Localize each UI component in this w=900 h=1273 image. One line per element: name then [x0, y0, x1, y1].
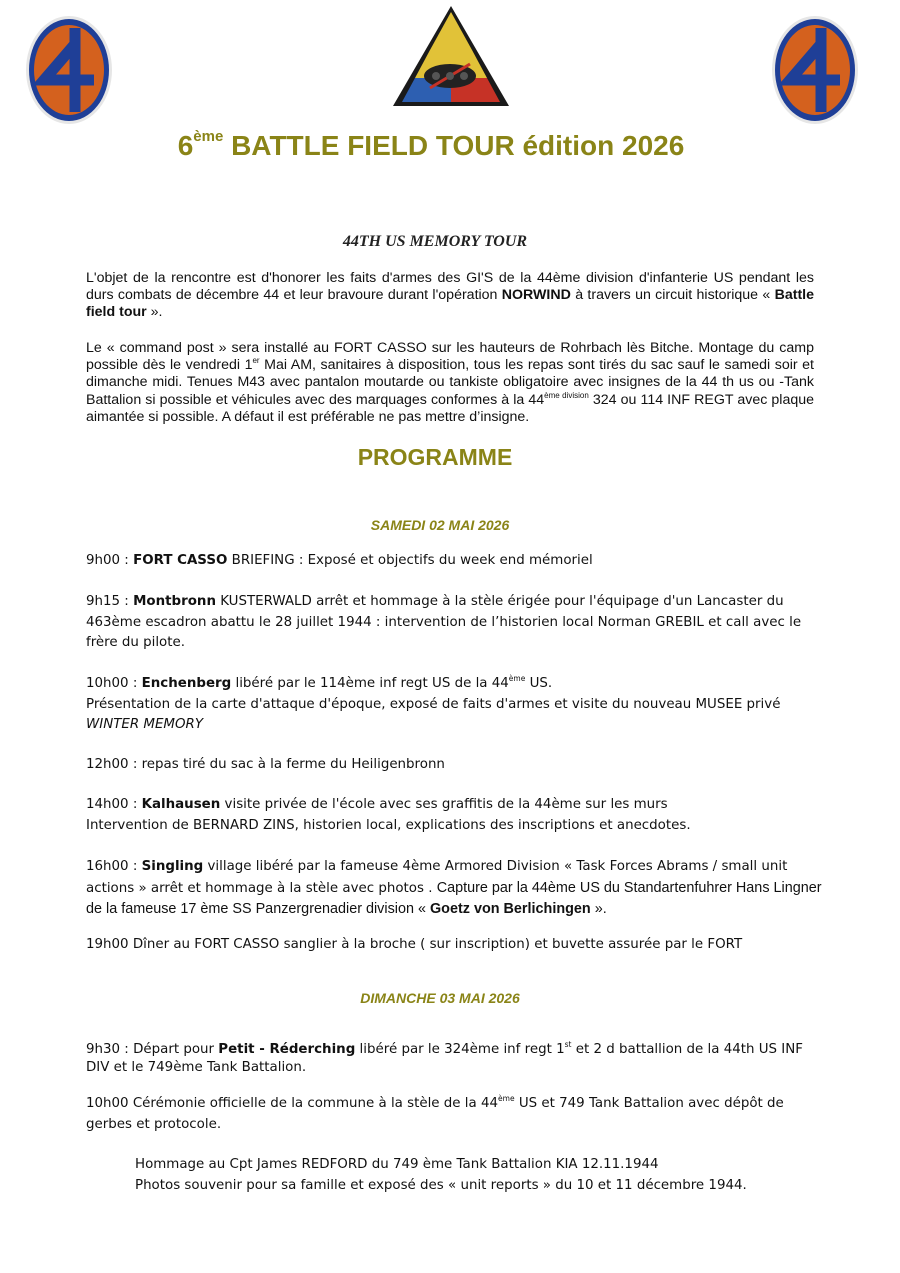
page-subtitle: 44TH US MEMORY TOUR: [342, 233, 528, 250]
event-item: 14h00 : Kalhausen visite privée de l'école avec ses graffitis de la 44ème sur les murs Intervention de BERNARD ZINS, historien local, explications des inscriptions et anecdotes.: [86, 797, 691, 833]
armored-division-patch-icon: [390, 4, 512, 108]
event-item: 16h00 : Singling village libéré par la fameuse 4ème Armored Division « Task Forces Abrams / small unit actions » arrêt et hommage à la stèle avec photos . Capture par la 44ème US du Standartenfuhrer Hans Lingner de la fameuse 17 ème SS Panzergrenadier division « Goetz von Berlichingen ».: [86, 859, 822, 917]
day-heading-sunday: DIMANCHE 03 MAI 2026: [360, 990, 520, 1006]
event-item: 19h00 Dîner au FORT CASSO sanglier à la broche ( sur inscription) et buvette assurée par le FORT: [86, 937, 743, 952]
event-item: 12h00 : repas tiré du sac à la ferme du Heiligenbronn: [86, 757, 445, 772]
intro-paragraph-1: L'objet de la rencontre est d'honorer les faits d'armes des GI'S de la 44ème division d'infanterie US pendant les durs combats de décembre 44 et leur bravoure durant l'opération NORWIND à travers un circuit historique « Battle field tour ».: [86, 270, 814, 321]
patch-44-right-icon: [770, 14, 860, 126]
page-title: 6ème BATTLE FIELD TOUR édition 2026: [177, 128, 685, 161]
event-item: 10h00 : Enchenberg libéré par le 114ème inf regt US de la 44ème US. Présentation de la carte d'attaque d'époque, exposé de faits d'armes et visite du nouveau MUSEE privé WINTER MEMORY: [86, 674, 781, 732]
patch-44-left-icon: [24, 14, 114, 126]
event-item: Hommage au Cpt James REDFORD du 749 ème Tank Battalion KIA 12.11.1944 Photos souvenir pour sa famille et exposé des « unit reports » du 10 et 11 décembre 1944.: [135, 1157, 747, 1193]
event-item: 10h00 Cérémonie officielle de la commune à la stèle de la 44ème US et 749 Tank Battalion avec dépôt de gerbes et protocole.: [86, 1094, 784, 1132]
event-item: 9h15 : Montbronn KUSTERWALD arrêt et hommage à la stèle érigée pour l'équipage d'un Lancaster du 463ème escadron abattu le 28 juillet 1944 : intervention de l’historien local Norman GREBIL et call avec le frère du pilote.: [86, 594, 802, 650]
intro-paragraph-2: Le « command post » sera installé au FORT CASSO sur les hauteurs de Rohrbach lès Bitche. Montage du camp possible dès le vendredi 1er Mai AM, sanitaires à disposition, tous les repas sont tirés du sac sauf le samedi soir et dimanche midi. Tenues M43 avec pantalon moutarde ou tankiste obligatoire avec insignes de la 44 th us ou -Tank Battalion si possible et véhicules avec des marquages conformes à la $44^{ème division}$ 324 ou 114 INF REGT avec plaque aimantée si possible. A défaut il est préférable ne pas mettre d’insigne.: [86, 340, 815, 425]
programme-heading: PROGRAMME: [357, 444, 513, 470]
event-item: 9h30 : Départ pour Petit - Réderching libéré par le 324ème inf regt 1st et 2 d battallion de la 44th US INF DIV et le 749ème Tank Battalion.: [86, 1040, 803, 1075]
event-item: 9h00 : FORT CASSO BRIEFING : Exposé et objectifs du week end mémoriel: [86, 553, 593, 568]
day-heading-saturday: SAMEDI 02 MAI 2026: [370, 517, 510, 533]
